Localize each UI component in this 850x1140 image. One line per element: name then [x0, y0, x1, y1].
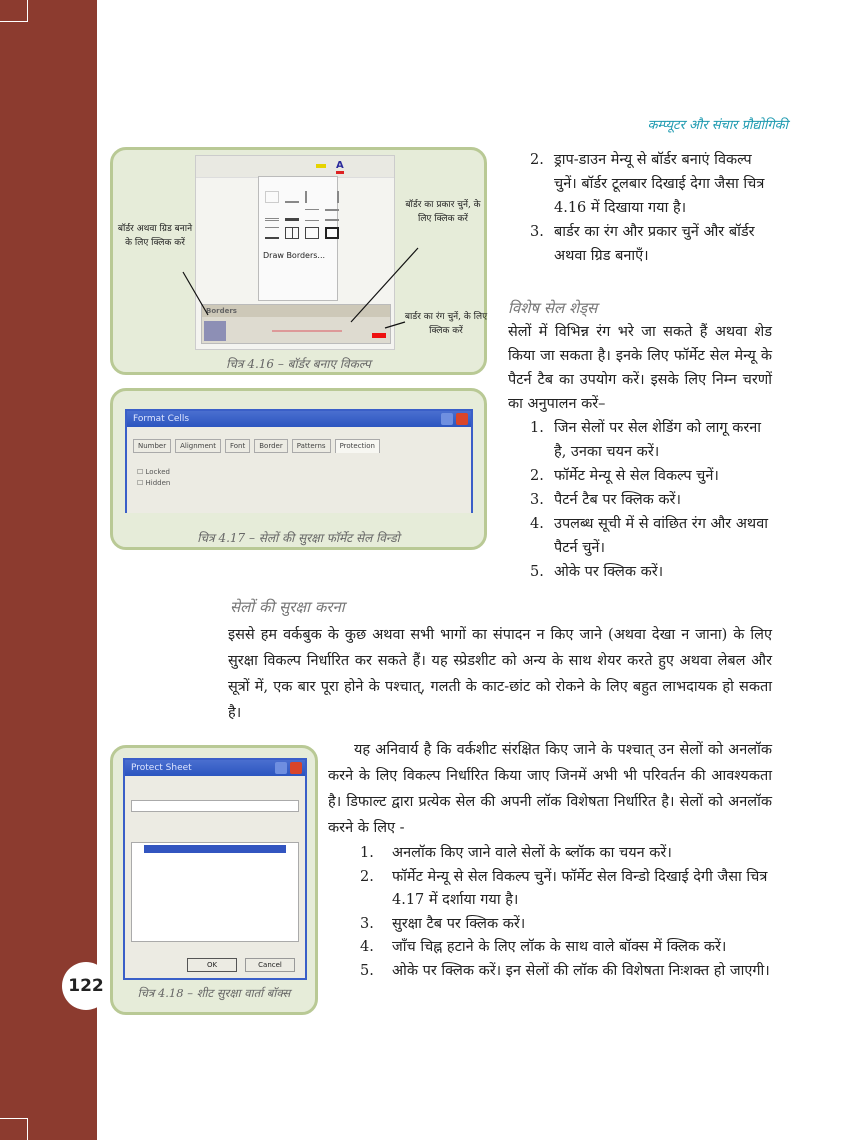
- dialog-title: Format Cells: [127, 411, 471, 427]
- tab[interactable]: Border: [254, 439, 287, 453]
- figure-4-16: [110, 147, 487, 375]
- figure-caption: चित्र 4.18 – शीट सुरक्षा वार्ता बॉक्स: [137, 986, 291, 1000]
- list-item: 5. ओके पर क्लिक करें।: [530, 564, 664, 580]
- list-item: 1. जिन सेलों पर सेल शेडिंग को लागू करना है, उनका चयन करें।: [530, 420, 762, 460]
- section-heading: सेलों की सुरक्षा करना: [230, 598, 345, 616]
- help-icon: [441, 413, 453, 425]
- help-icon: [275, 762, 287, 774]
- list-item: 3. सुरक्षा टैब पर क्लिक करें।: [360, 915, 526, 932]
- paragraph: यह अनिवार्य है कि वर्कशीट संरक्षित किए जाने के पश्चात् उन सेलों को अनलॉक करने के लिए विकल्प निर्धारित किया जाए जिनमें अभी भी परिवर्तन की आवश्यकता है। डिफाल्ट द्वारा प्रत्येक सेल की अपनी लॉक विशेषता निर्धारित है। सेलों को अनलॉक करने के लिए -: [328, 742, 772, 836]
- draw-borders-item[interactable]: Draw Borders...: [263, 251, 326, 260]
- annotation-draw-border: बॉर्डर अथवा ग्रिड बनाने के लिए क्लिक करें: [117, 224, 193, 248]
- annotation-border-type: बॉर्डर का प्रकार चुनें, के लिए क्लिक करें: [405, 200, 481, 224]
- list-item: 2. ड्राप-डाउन मेन्यू से बॉर्डर बनाएं विकल्प चुनें। बॉर्डर टूलबार दिखाई देगा जैसा चित्र 4.16 में दिखाया गया है।: [530, 152, 765, 216]
- tab[interactable]: Patterns: [292, 439, 331, 453]
- list-item: 2. फॉर्मेट मेन्यू से सेल विकल्प चुनें।: [530, 468, 719, 484]
- paragraph: सेलों में विभिन्न रंग भरे जा सकते हैं अथवा शेड किया जा सकता है। इनके लिए फॉर्मेट सेल मेन्यू के पैटर्न टैब का उपयोग करें। इसके लिए निम्न चरणों का अनुपालन करें–: [508, 324, 772, 412]
- running-header: कम्प्यूटर और संचार प्रौद्योगिकी: [647, 118, 788, 133]
- figure-caption: चित्र 4.16 – बॉर्डर बनाए विकल्प: [226, 357, 371, 371]
- figure-4-18: [110, 745, 318, 1015]
- ok-button[interactable]: OK: [187, 958, 237, 972]
- format-cells-screenshot: [125, 409, 473, 513]
- tab[interactable]: Alignment: [175, 439, 221, 453]
- selected-list-item[interactable]: [144, 845, 286, 853]
- cancel-button[interactable]: Cancel: [245, 958, 295, 972]
- right-column: [530, 148, 772, 268]
- close-icon: [456, 413, 468, 425]
- list-item: 3. पैटर्न टैब पर क्लिक करें।: [530, 492, 681, 508]
- unlock-steps: [360, 842, 772, 983]
- list-item: 5. ओके पर क्लिक करें। इन सेलों की लॉक की विशेषता निःशक्त हो जाएगी।: [360, 962, 770, 979]
- page-number: 122: [62, 962, 110, 1010]
- annotation-border-color: बार्डर का रंग चुनें, के लिए क्लिक करें: [404, 312, 488, 336]
- dialog-title: Protect Sheet: [125, 760, 305, 776]
- list-item: 3. बार्डर का रंग और प्रकार चुनें और बॉर्डर अथवा ग्रिड बनाएँ।: [530, 224, 755, 264]
- tab[interactable]: Number: [133, 439, 171, 453]
- tab-strip: [127, 427, 471, 453]
- font-color-icon: A: [336, 160, 344, 174]
- hidden-checkbox[interactable]: ☐ Hidden: [137, 479, 171, 487]
- list-item: 2. फॉर्मेट मेन्यू से सेल विकल्प चुनें। फॉर्मेट सेल विन्डो दिखाई देगी जैसा चित्र 4.17 में दर्शाया गया है।: [360, 868, 768, 908]
- annotation-leader-lines: [113, 150, 490, 378]
- section-heading: विशेष सेल शेड्स: [508, 299, 598, 317]
- tab[interactable]: Font: [225, 439, 250, 453]
- list-item: 1. अनलॉक किए जाने वाले सेलों के ब्लॉक का चयन करें।: [360, 845, 672, 861]
- crop-mark-top: [0, 0, 28, 22]
- close-icon: [290, 762, 302, 774]
- figure-4-17: [110, 388, 487, 550]
- figure-caption: चित्र 4.17 – सेलों की सुरक्षा फॉर्मेट सेल विन्डो: [197, 531, 400, 545]
- list-item: 4. जाँच चिह्न हटाने के लिए लॉक के साथ वाले बॉक्स में क्लिक करें।: [360, 939, 727, 955]
- borders-toolbar-title: Borders: [202, 305, 390, 317]
- cell-shades-section: [508, 296, 772, 584]
- permissions-list[interactable]: [131, 842, 299, 942]
- protect-sheet-screenshot: [123, 758, 307, 980]
- tab-protection[interactable]: Protection: [335, 439, 380, 453]
- crop-mark-bottom: [0, 1118, 28, 1140]
- list-item: 4. उपलब्ध सूची में से वांछित रंग और अथवा पैटर्न चुनें।: [530, 516, 769, 556]
- paragraph: इससे हम वर्कबुक के कुछ अथवा सभी भागों का संपादन न किए जाने (अथवा देखा न जाना) के लिए सुरक्षा विकल्प निर्धारित कर सकते हैं। यह स्प्रेडशीट को अन्य के साथ शेयर करते हुए अथवा लेबल और सूत्रों में, एक बार पूरा होने के पश्चात्, गलती के काट-छांट को रोकने के लिए बहुत लाभदायक हो सकता है।: [228, 627, 772, 721]
- locked-checkbox[interactable]: ☐ Locked: [137, 468, 170, 476]
- password-input[interactable]: [131, 800, 299, 812]
